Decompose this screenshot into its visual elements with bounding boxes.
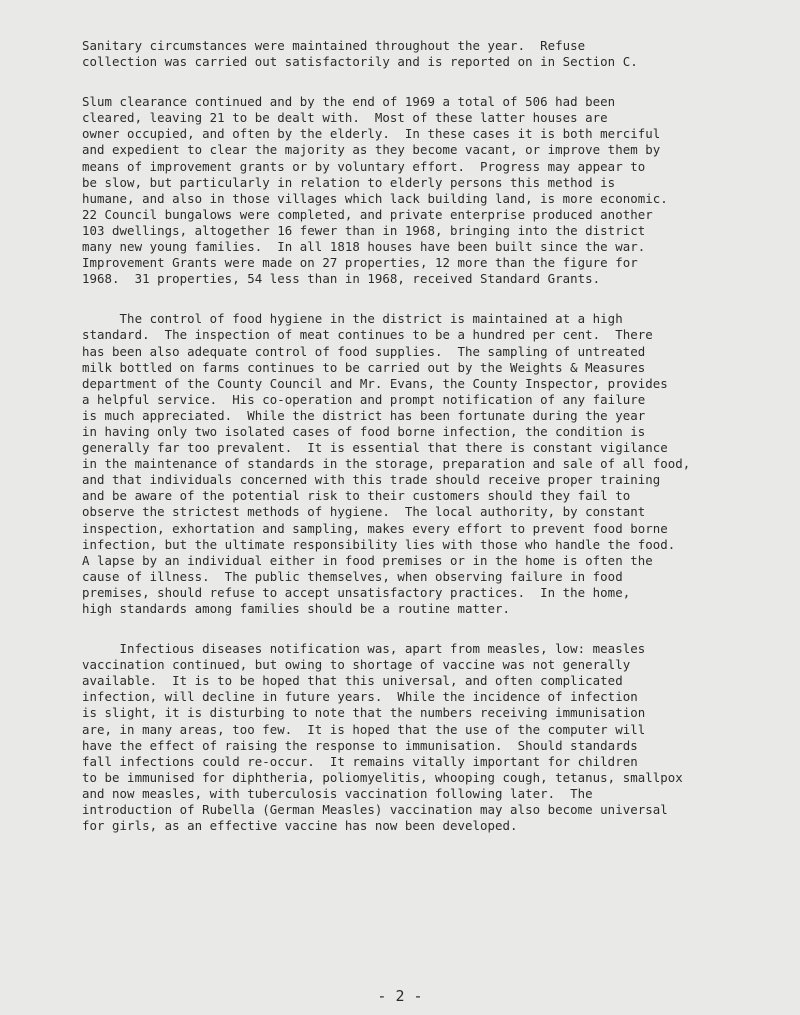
text-line: collection was carried out satisfactorily and is reported on in Section C.	[82, 54, 638, 70]
text-line: means of improvement grants or by voluntary effort. Progress may appear to	[82, 158, 646, 174]
text-line: available. It is to be hoped that this universal, and often complicated	[82, 673, 623, 689]
text-line: to be immunised for diphtheria, poliomyelitis, whooping cough, tetanus, smallpox	[82, 769, 683, 785]
text-line: in the maintenance of standards in the storage, preparation and sale of all food,	[82, 456, 691, 472]
text-line: Slum clearance continued and by the end of 1969 a total of 506 had been	[82, 94, 616, 110]
text-line: in having only two isolated cases of food borne infection, the condition is	[82, 423, 646, 439]
text-line: be slow, but particularly in relation to elderly persons this method is	[82, 174, 616, 190]
page-number: - 2 -	[377, 987, 423, 1005]
text-line: and now measles, with tuberculosis vaccination following later. The	[82, 785, 593, 801]
text-line: fall infections could re-occur. It remains vitally important for children	[82, 753, 638, 769]
text-line: generally far too prevalent. It is essential that there is constant vigilance	[82, 440, 668, 456]
text-line: Infectious diseases notification was, apart from measles, low: measles	[82, 641, 646, 657]
text-line: a helpful service. His co-operation and prompt notification of any failure	[82, 391, 646, 407]
text-line: department of the County Council and Mr. Evans, the County Inspector, provides	[82, 375, 668, 391]
text-line: and expedient to clear the majority as they become vacant, or improve them by	[82, 142, 661, 158]
text-line: vaccination continued, but owing to shortage of vaccine was not generally	[82, 657, 631, 673]
text-line: cleared, leaving 21 to be dealt with. Most of these latter houses are	[82, 110, 608, 126]
text-line: A lapse by an individual either in food premises or in the home is often the	[82, 552, 653, 568]
text-line: milk bottled on farms continues to be carried out by the Weights & Measures	[82, 359, 646, 375]
text-line: high standards among families should be a routine matter.	[82, 601, 511, 616]
text-line: is much appreciated. While the district has been fortunate during the year	[82, 407, 646, 423]
text-line: 22 Council bungalows were completed, and private enterprise produced another	[82, 206, 653, 222]
text-line: observe the strictest methods of hygiene. The local authority, by constant	[82, 504, 646, 520]
paragraph-sanitary-circumstances	[82, 38, 794, 70]
text-line: The control of food hygiene in the district is maintained at a high	[82, 311, 623, 327]
paragraph-food-hygiene	[82, 311, 794, 617]
text-line: for girls, as an effective vaccine has now been developed.	[82, 818, 518, 834]
text-line: Improvement Grants were made on 27 properties, 12 more than the figure for	[82, 255, 638, 271]
text-line: standard. The inspection of meat continues to be a hundred per cent. There	[82, 327, 653, 343]
text-line: infection, but the ultimate responsibility lies with those who handle the food.	[82, 536, 676, 552]
text-line: premises, should refuse to accept unsatisfactory practices. In the home,	[82, 584, 631, 600]
text-line: infection, will decline in future years. While the incidence of infection	[82, 689, 638, 705]
text-line: have the effect of raising the response to immunisation. Should standards	[82, 737, 638, 753]
text-line: are, in many areas, too few. It is hoped that the use of the computer will	[82, 721, 646, 737]
text-line: cause of illness. The public themselves, when observing failure in food	[82, 568, 623, 584]
text-line: introduction of Rubella (German Measles) vaccination may also become universal	[82, 802, 668, 818]
text-line: 1968. 31 properties, 54 less than in 1968, received Standard Grants.	[82, 271, 601, 287]
text-line: inspection, exhortation and sampling, makes every effort to prevent food borne	[82, 520, 668, 536]
paragraph-infectious-diseases	[82, 641, 794, 834]
text-line: owner occupied, and often by the elderly. In these cases it is both merciful	[82, 126, 661, 142]
text-line: is slight, it is disturbing to note that the numbers receiving immunisation	[82, 705, 646, 721]
text-line: many new young families. In all 1818 houses have been built since the war.	[82, 239, 646, 255]
paragraph-slum-clearance	[82, 94, 794, 287]
text-line: and that individuals concerned with this trade should receive proper training	[82, 472, 661, 488]
text-line: and be aware of the potential risk to their customers should they fail to	[82, 488, 631, 504]
text-line: has been also adequate control of food supplies. The sampling of untreated	[82, 343, 646, 359]
text-line: Sanitary circumstances were maintained throughout the year. Refuse	[82, 38, 586, 53]
text-line: humane, and also in those villages which lack building land, is more economic.	[82, 190, 668, 206]
text-line: 103 dwellings, altogether 16 fewer than in 1968, bringing into the district	[82, 222, 646, 238]
